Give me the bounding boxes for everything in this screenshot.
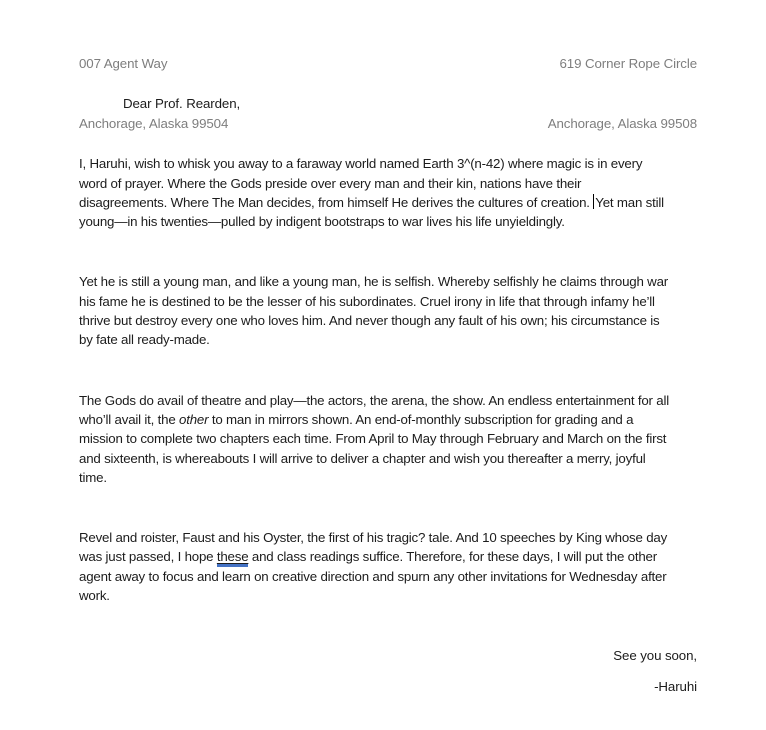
signature: -Haruhi xyxy=(654,678,697,694)
recipient-address-line-1: 619 Corner Rope Circle xyxy=(559,56,697,71)
closing-block xyxy=(79,646,697,696)
text-segment: work. xyxy=(79,588,110,604)
sender-address-line-1: 007 Agent Way xyxy=(79,56,168,71)
text-line xyxy=(79,547,697,566)
text-segment: thrive but destroy every one who loves him. And never though any fault of his own; his circumstance is xyxy=(79,313,660,329)
text-line xyxy=(79,449,697,468)
text-segment: his fame he is destined to be the lesser of his subordinates. Cruel irony in life that through infamy he’ll xyxy=(79,293,655,309)
text-line xyxy=(79,567,697,586)
text-segment: Revel and roister, Faust and his Oyster, the first of his tragic? tale. And 10 speeches by King whose day xyxy=(79,530,668,546)
text-segment: The Gods do avail of theatre and play—the actors, the arena, the show. An endless entertainment for all xyxy=(79,392,669,408)
text-segment: young—in his twenties—pulled by indigent bootstraps to war lives his life unyieldingly. xyxy=(79,214,565,230)
text-line xyxy=(79,391,697,410)
text-line xyxy=(79,292,697,311)
recipient-address-line-2: Anchorage, Alaska 99508 xyxy=(547,116,697,131)
text-segment: who’ll avail it, the xyxy=(79,411,180,427)
text-line xyxy=(79,174,697,193)
text-segment: I, Haruhi, wish to whisk you away to a faraway world named Earth 3^(n-42) where magic is in every xyxy=(79,156,643,172)
sender-address-line-2: Anchorage, Alaska 99504 xyxy=(79,116,229,131)
paragraph xyxy=(79,391,697,487)
salutation: Dear Prof. Rearden, xyxy=(123,96,241,111)
letter-body xyxy=(79,154,697,605)
text-segment: time. xyxy=(79,469,107,485)
text-line xyxy=(79,528,697,547)
text-segment: by fate all ready-made. xyxy=(79,332,210,348)
text-line xyxy=(79,154,697,173)
recipient-address xyxy=(548,14,697,174)
paragraph xyxy=(79,154,697,231)
text-segment: mission to complete two chapters each time. From April to May through February and March on the first xyxy=(79,431,667,447)
text-segment: word of prayer. Where the Gods preside over every man and their kin, nations have their xyxy=(79,175,582,191)
text-line xyxy=(79,330,697,349)
grammar-flagged-word: these xyxy=(216,549,249,565)
text-line xyxy=(79,212,697,231)
valediction: See you soon, xyxy=(613,648,697,664)
text-line xyxy=(79,311,697,330)
text-segment: other xyxy=(179,411,209,427)
text-line xyxy=(79,272,697,291)
text-line xyxy=(79,193,697,212)
text-segment: was just passed, I hope xyxy=(79,549,217,565)
text-line xyxy=(79,468,697,487)
text-line xyxy=(79,410,697,429)
paragraph xyxy=(79,528,697,605)
text-segment: agent away to focus and learn on creative direction and spurn any other invitations for Wednesday after xyxy=(79,568,667,584)
paragraph xyxy=(79,272,697,349)
text-segment: to man in mirrors shown. An end-of-monthly subscription for grading and a xyxy=(208,411,634,427)
text-segment: Yet he is still a young man, and like a young man, he is selfish. Whereby selfishly he claims through war xyxy=(79,274,668,290)
text-segment: and sixteenth, is whereabouts I will arrive to deliver a chapter and wish you thereafter a merry, joyful xyxy=(79,450,646,466)
text-segment: Yet man still xyxy=(595,194,664,210)
text-segment: disagreements. Where The Man decides, from himself He derives the cultures of creation. xyxy=(79,194,594,210)
text-line xyxy=(79,586,697,605)
text-line xyxy=(79,429,697,448)
text-segment: and class readings suffice. Therefore, for these days, I will put the other xyxy=(248,549,657,565)
